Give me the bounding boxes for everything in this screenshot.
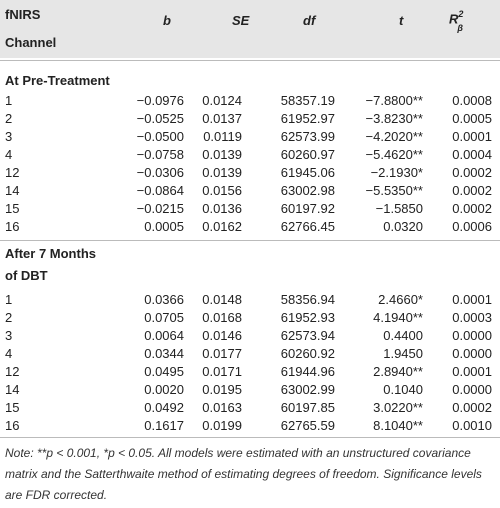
- cell-r: 0.0000: [452, 328, 492, 343]
- cell-r: 0.0008: [452, 93, 492, 108]
- cell-b: 0.0495: [144, 364, 184, 379]
- cell-r: 0.0001: [452, 292, 492, 307]
- cell-df: 60260.97: [280, 147, 335, 162]
- cell-ch: 14: [5, 183, 20, 198]
- cell-r: 0.0006: [452, 219, 492, 234]
- table-row: [0, 111, 500, 128]
- cell-ch: 16: [5, 219, 20, 234]
- table-row: [0, 183, 500, 200]
- cell-b: −0.0758: [136, 147, 184, 162]
- cell-t: −3.8230**: [365, 111, 423, 126]
- cell-df: 63002.99: [280, 382, 335, 397]
- cell-se: 0.0168: [202, 310, 242, 325]
- section-title-pre: At Pre-Treatment: [5, 73, 110, 88]
- cell-se: 0.0148: [202, 292, 242, 307]
- cell-t: 0.4400: [383, 328, 423, 343]
- cell-b: 0.0020: [144, 382, 184, 397]
- cell-ch: 2: [5, 111, 13, 126]
- cell-t: −4.2020**: [365, 129, 423, 144]
- cell-df: 62766.45: [280, 219, 335, 234]
- cell-ch: 1: [5, 292, 13, 307]
- header-r-base: R: [449, 11, 459, 27]
- cell-t: −7.8800**: [365, 93, 423, 108]
- table-row: [0, 93, 500, 110]
- cell-ch: 12: [5, 165, 20, 180]
- cell-t: 4.1940**: [373, 310, 423, 325]
- cell-b: 0.0705: [144, 310, 184, 325]
- table-row: [0, 201, 500, 218]
- cell-b: −0.0306: [136, 165, 184, 180]
- cell-se: 0.0195: [202, 382, 242, 397]
- cell-t: 2.8940**: [373, 364, 423, 379]
- cell-se: 0.0199: [202, 418, 242, 433]
- cell-se: 0.0136: [202, 201, 242, 216]
- table-row: [0, 346, 500, 363]
- header-b: b: [163, 13, 171, 28]
- cell-b: 0.0005: [144, 219, 184, 234]
- cell-b: 0.1617: [144, 418, 184, 433]
- cell-se: 0.0156: [202, 183, 242, 198]
- cell-ch: 2: [5, 310, 13, 325]
- cell-df: 58356.94: [280, 292, 335, 307]
- table-row: [0, 310, 500, 327]
- divider: [0, 240, 500, 241]
- cell-se: 0.0119: [203, 129, 242, 144]
- cell-t: −1.5850: [375, 201, 423, 216]
- header-r2beta: [449, 9, 469, 33]
- cell-se: 0.0162: [202, 219, 242, 234]
- cell-df: 62765.59: [280, 418, 335, 433]
- cell-ch: 16: [5, 418, 20, 433]
- cell-r: 0.0010: [452, 418, 492, 433]
- header-r-sup: 2: [458, 9, 464, 19]
- cell-se: 0.0139: [202, 147, 242, 162]
- cell-r: 0.0001: [452, 129, 492, 144]
- header-channel: Channel: [5, 35, 57, 50]
- cell-se: 0.0177: [202, 346, 242, 361]
- cell-t: 8.1040**: [373, 418, 423, 433]
- cell-t: −2.1930*: [370, 165, 423, 180]
- cell-b: −0.0976: [136, 93, 184, 108]
- cell-df: 60197.92: [280, 201, 335, 216]
- header-r-sub: β: [457, 22, 463, 33]
- table-row: [0, 328, 500, 345]
- cell-r: 0.0004: [452, 147, 492, 162]
- cell-ch: 4: [5, 147, 13, 162]
- cell-t: 0.0320: [383, 219, 423, 234]
- cell-t: 0.1040: [383, 382, 423, 397]
- cell-r: 0.0001: [452, 364, 492, 379]
- section-title-post-line2: of DBT: [5, 268, 48, 283]
- cell-r: 0.0002: [452, 183, 492, 198]
- cell-b: 0.0492: [144, 400, 184, 415]
- cell-b: 0.0366: [144, 292, 184, 307]
- divider: [0, 60, 500, 61]
- section-title-post: After 7 Months: [5, 246, 96, 261]
- cell-r: 0.0005: [452, 111, 492, 126]
- cell-df: 63002.98: [280, 183, 335, 198]
- cell-b: −0.0500: [136, 129, 184, 144]
- cell-df: 62573.99: [280, 129, 335, 144]
- cell-ch: 4: [5, 346, 13, 361]
- header-se: SE: [232, 13, 250, 28]
- cell-df: 60197.85: [280, 400, 335, 415]
- cell-df: 61952.93: [280, 310, 335, 325]
- cell-se: 0.0171: [202, 364, 242, 379]
- cell-se: 0.0146: [202, 328, 242, 343]
- cell-b: 0.0344: [144, 346, 184, 361]
- cell-r: 0.0003: [452, 310, 492, 325]
- cell-t: −5.4620**: [365, 147, 423, 162]
- table-row: [0, 129, 500, 146]
- cell-ch: 14: [5, 382, 20, 397]
- cell-df: 61944.96: [280, 364, 335, 379]
- cell-df: 61945.06: [280, 165, 335, 180]
- header-fnirs: fNIRS: [5, 7, 41, 22]
- cell-t: 2.4660*: [378, 292, 423, 307]
- cell-ch: 3: [5, 328, 13, 343]
- table-row: [0, 364, 500, 381]
- table-row: [0, 400, 500, 417]
- cell-r: 0.0002: [452, 165, 492, 180]
- cell-se: 0.0137: [202, 111, 242, 126]
- table-row: [0, 382, 500, 399]
- cell-t: 1.9450: [383, 346, 423, 361]
- cell-b: −0.0864: [136, 183, 184, 198]
- table-row: [0, 165, 500, 182]
- cell-ch: 15: [5, 201, 20, 216]
- cell-se: 0.0139: [202, 165, 242, 180]
- header-t: t: [399, 13, 404, 28]
- cell-ch: 3: [5, 129, 13, 144]
- cell-b: −0.0215: [136, 201, 184, 216]
- cell-se: 0.0124: [202, 93, 242, 108]
- table-row: [0, 219, 500, 236]
- table-header: [0, 0, 500, 58]
- cell-df: 61952.97: [280, 111, 335, 126]
- divider: [0, 437, 500, 438]
- table-row: [0, 147, 500, 164]
- cell-b: 0.0064: [144, 328, 184, 343]
- cell-se: 0.0163: [202, 400, 242, 415]
- header-df: df: [303, 13, 316, 28]
- cell-ch: 1: [5, 93, 13, 108]
- cell-df: 60260.92: [280, 346, 335, 361]
- cell-r: 0.0002: [452, 201, 492, 216]
- cell-r: 0.0002: [452, 400, 492, 415]
- cell-r: 0.0000: [452, 346, 492, 361]
- cell-t: −5.5350**: [365, 183, 423, 198]
- cell-df: 62573.94: [280, 328, 335, 343]
- table-row: [0, 292, 500, 309]
- cell-b: −0.0525: [136, 111, 184, 126]
- cell-r: 0.0000: [452, 382, 492, 397]
- cell-t: 3.0220**: [373, 400, 423, 415]
- cell-ch: 12: [5, 364, 20, 379]
- table-row: [0, 418, 500, 435]
- cell-ch: 15: [5, 400, 20, 415]
- table-note: Note: **p < 0.001, *p < 0.05. All models were estimated with an unstructured covariance matrix and the Satterthwaite method of estimating degrees of freedom. Significance levels are FDR corrected.: [5, 446, 482, 502]
- cell-df: 58357.19: [280, 93, 335, 108]
